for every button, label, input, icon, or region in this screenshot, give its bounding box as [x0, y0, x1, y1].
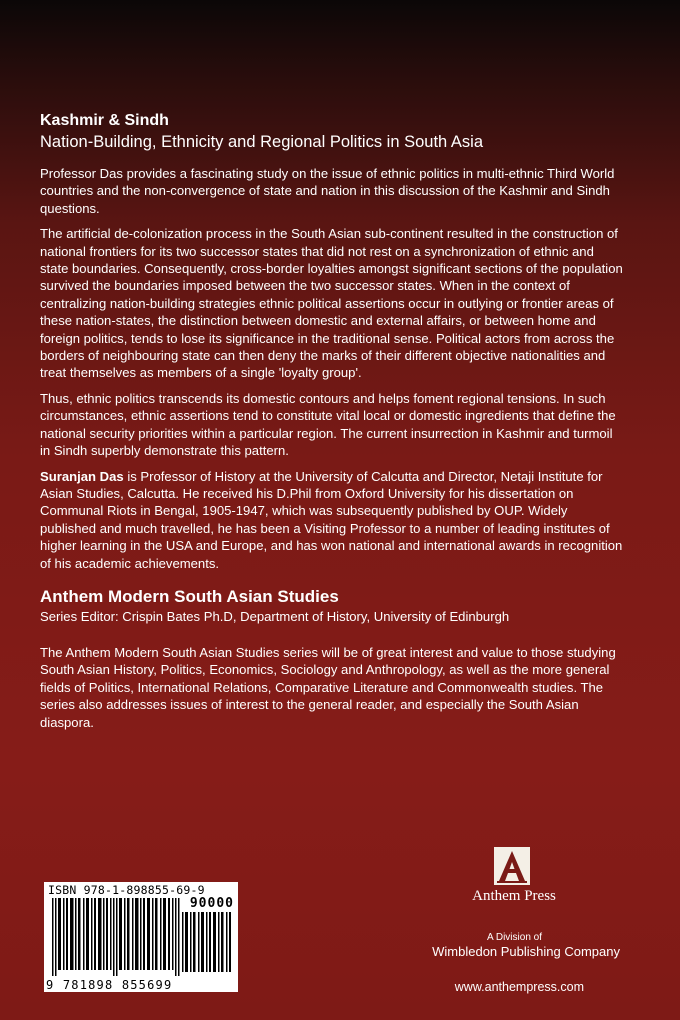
barcode-bars — [52, 898, 182, 976]
author-name: Suranjan Das — [40, 468, 124, 484]
publisher-name: Anthem Press — [472, 888, 556, 904]
division-label: A Division of — [486, 932, 542, 943]
blurb-paragraph-3: Thus, ethnic politics transcends its domestic contours and helps foment regional tensions. In such circumstances, ethnic assertions tend to constitute vital local or domestic ingredients that define the national security priorities within a particular region. The current insurrection in Kashmir and turmoil in Sindh superbly demonstrate this pattern. — [40, 390, 616, 459]
isbn-label: ISBN 978-1-898855-69-9 — [48, 883, 205, 897]
series-title: Anthem Modern South Asian Studies — [40, 586, 339, 606]
parent-company: Wimbledon Publishing Company — [432, 944, 620, 959]
publisher-website[interactable]: www.anthempress.com — [454, 980, 584, 994]
blurb-paragraph-1: Professor Das provides a fascinating study on the issue of ethnic politics in multi-ethnic Third World countries and the non-convergence of state and nation in this discussion of the Kashmir and Sindh questions. — [40, 166, 615, 216]
author-bio — [40, 468, 625, 572]
isbn-barcode — [44, 882, 238, 992]
author-bio-text: is Professor of History at the University of Calcutta and Director, Netaji Institute for Asian Studies, Calcutta. He received his D.Phil from Oxford University for his dissertation on Communal Riots in Bengal, 1905-1947, which was subsequently published by OUP. Widely published and much travelled, he has been a Visiting Professor to a number of leading institutes of higher learning in the USA and Europe, and has won national and international awards in recognition of his academic achievements. — [40, 468, 623, 571]
anthem-press-logo — [494, 847, 530, 885]
blurb-paragraph-2: The artificial de-colonization process in the South Asian sub-continent resulted in the construction of national frontiers for its two successor states that did not rest on a synchronization of ethnic and state boundaries. Consequently, cross-border loyalties amongst significant sections of the population survived the boundaries imposed between the two successor states. When in the context of centralizing nation-building strategies ethnic political assertions occur in outlying or frontier areas of these nation-states, the distinction between domestic and external affairs, or between home and foreign politics, tends to lose its significance in the traditional sense. Political actors from across the borders of neighbouring state can then deny the marks of their different objective nationalities and treat themselves as members of a single 'loyalty group'. — [40, 226, 623, 381]
series-editor: Series Editor: Crispin Bates Ph.D, Department of History, University of Edinburgh — [40, 608, 510, 624]
series-description: The Anthem Modern South Asian Studies series will be of great interest and value to those studying South Asian History, Politics, Economics, Sociology and Anthropology, as well as the more general fields of Politics, International Relations, Comparative Literature and Commonwealth studies. The series also addresses issues of interest to the general reader, and especially the South Asian diaspora. — [40, 644, 616, 730]
book-title: Kashmir & Sindh — [40, 112, 169, 129]
back-cover-text — [40, 111, 625, 739]
book-subtitle: Nation-Building, Ethnicity and Regional Politics in South Asia — [40, 133, 484, 151]
barcode-digits: 9 781898 855699 — [46, 978, 173, 992]
price-code: 90000 — [189, 896, 234, 911]
price-barcode-bars — [182, 912, 232, 972]
